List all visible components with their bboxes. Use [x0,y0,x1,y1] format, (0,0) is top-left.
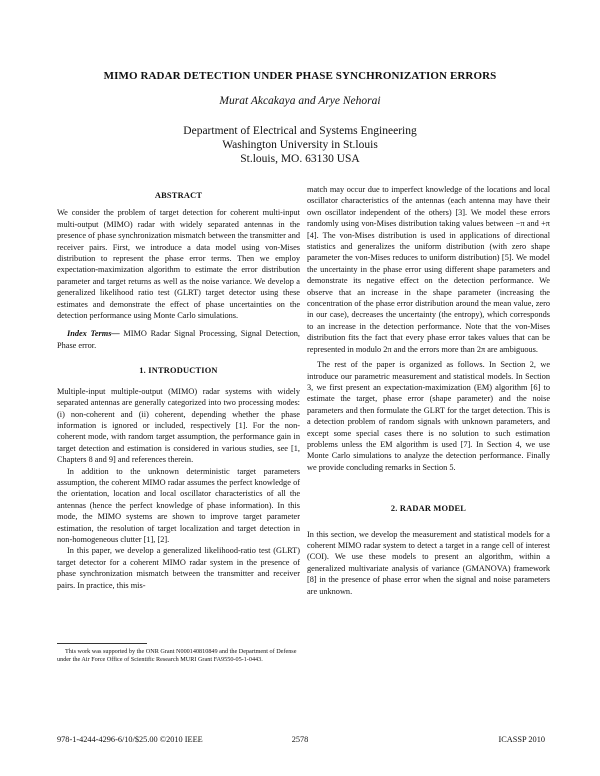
radar-model-heading: 2. RADAR MODEL [390,504,467,514]
right-paragraph-2: The rest of the paper is organized as follows. In Section 2, we introduce our parametric measurement and statistical models. In Section 3, we first present an expectation-maximization (EM) algorithm [6] to estimate the target, phase error (shape parameter) and the noise parameters and then formulate the GLRT for the target detection. This is a detection problem of random signals with unknown parameters, and except some special cases there is no solution to such estimation problems unless the EM algorithm is used [7]. In Section 4, we use Monte Carlo simulations to analyze the detection performance. Finally we provide concluding remarks in Section 5. [307,360,550,472]
paper-authors: Murat Akcakaya and Arye Nehorai [219,95,381,107]
footer-page-number: 2578 [291,735,309,744]
index-terms-text: MIMO Radar Signal Processing, Signal Detection, Phase error. [57,329,300,350]
intro-paragraph-1: Multiple-input multiple-output (MIMO) radar systems with widely separated antennas are generally categorized into two processing modes: (i) non-coherent and (ii) coherent, depending whether the phase information is ignored or included, respectively [1]. For the non-coherent mode, with random target assumption, the performance gain in target detection and estimation is considered in various studies, see [1, Chapters 8 and 9] and references therein. [57,386,300,465]
footer-isbn: 978-1-4244-4296-6/10/$25.00 ©2010 IEEE [57,735,203,744]
radar-model-paragraph: In this section, we develop the measurement and statistical models for a coherent MIMO radar system to detect a target in a range cell of interest (COI). We use these models to present an algorithm, within a generalized multivariate analysis of variance (GMANOVA) framework [8] in the presence of phase error when the signal and noise parameters are unknown. [307,529,550,596]
footnote-text: This work was supported by the ONR Grant N000140810849 and the Department of Defense under the Air Force Office of Scientific Research MURI Grant FA9550-05-1-0443. [57,648,297,664]
affiliation-university: Washington University in St.louis [222,139,378,151]
right-paragraph-1: match may occur due to imperfect knowledge of the locations and local oscillator characteristics of the antennas (each antenna may have their own oscillator independent of the others) [3]. We model these errors randomly using von-Mises distribution taking values between −π and +π [4]. The von-Mises distribution is used in applications of directional statistics and generalizes the uniform distribution (with zero shape parameter the von-Mises reduces to uniform distribution) [5]. We model the uncertainty in the phase error using different shape parameters and demonstrate its negative effect on the detection performance. We observe that an increase in the shape parameter (increasing the concentration of the phase error distribution around the mean value, zero in our case), decreases the uncertainty (the entropy), which corresponds to an increase in the detection performance. Note that the von-Mises distribution fits the fact that every phase error takes values that can be represented in modulo 2π and the errors more than 2π are ambiguous. [307,185,550,354]
right-column [307,184,550,597]
affiliation-department: Department of Electrical and Systems Engineering [183,125,417,137]
index-terms-label: Index Terms— [67,329,120,339]
paper-title: MIMO RADAR DETECTION UNDER PHASE SYNCHRONIZATION ERRORS [103,70,497,82]
affiliation [0,124,600,166]
intro-heading: 1. INTRODUCTION [139,366,218,376]
intro-paragraph-3: In this paper, we develop a generalized likelihood-ratio test (GLRT) target detector for a coherent MIMO radar system in the presence of phase synchronization mismatch between the transmitter and receiver pairs. In practice, this mis- [57,546,300,590]
footer-venue: ICASSP 2010 [498,735,545,744]
abstract-heading: ABSTRACT [154,191,203,200]
left-column [57,190,300,591]
intro-paragraph-2: In addition to the unknown deterministic target parameters assumption, the coherent MIMO radar assumes the perfect knowledge of the orientation, location and local oscillator characteristics of all the antennas (hence the perfect knowledge of phase information). In this mode, the MIMO systems are shown to improve target parameter estimation, the resolution of target localization and target detection in non-homogeneous clutter [1], [2]. [57,466,300,544]
index-terms [57,328,300,351]
footnote-rule [57,643,147,644]
footnote [57,648,300,664]
abstract-text: We consider the problem of target detection for coherent multi-input multi-output (MIMO) radar with widely separated antennas in the presence of phase synchronization mismatch between the transmitter and receiver pairs. First, we introduce a data model using von-Mises distribution to represent the phase error terms. Then we employ expectation-maximization algorithm to estimate the error distribution parameter and target returns as well as the noise variance. We develop a generalized likelihood ratio test (GLRT) target detector using these estimates and demonstrate the effect of phase uncertainties on the detection performance using Monte Carlo simulations. [57,208,300,321]
affiliation-address: St.louis, MO. 63130 USA [240,153,360,165]
